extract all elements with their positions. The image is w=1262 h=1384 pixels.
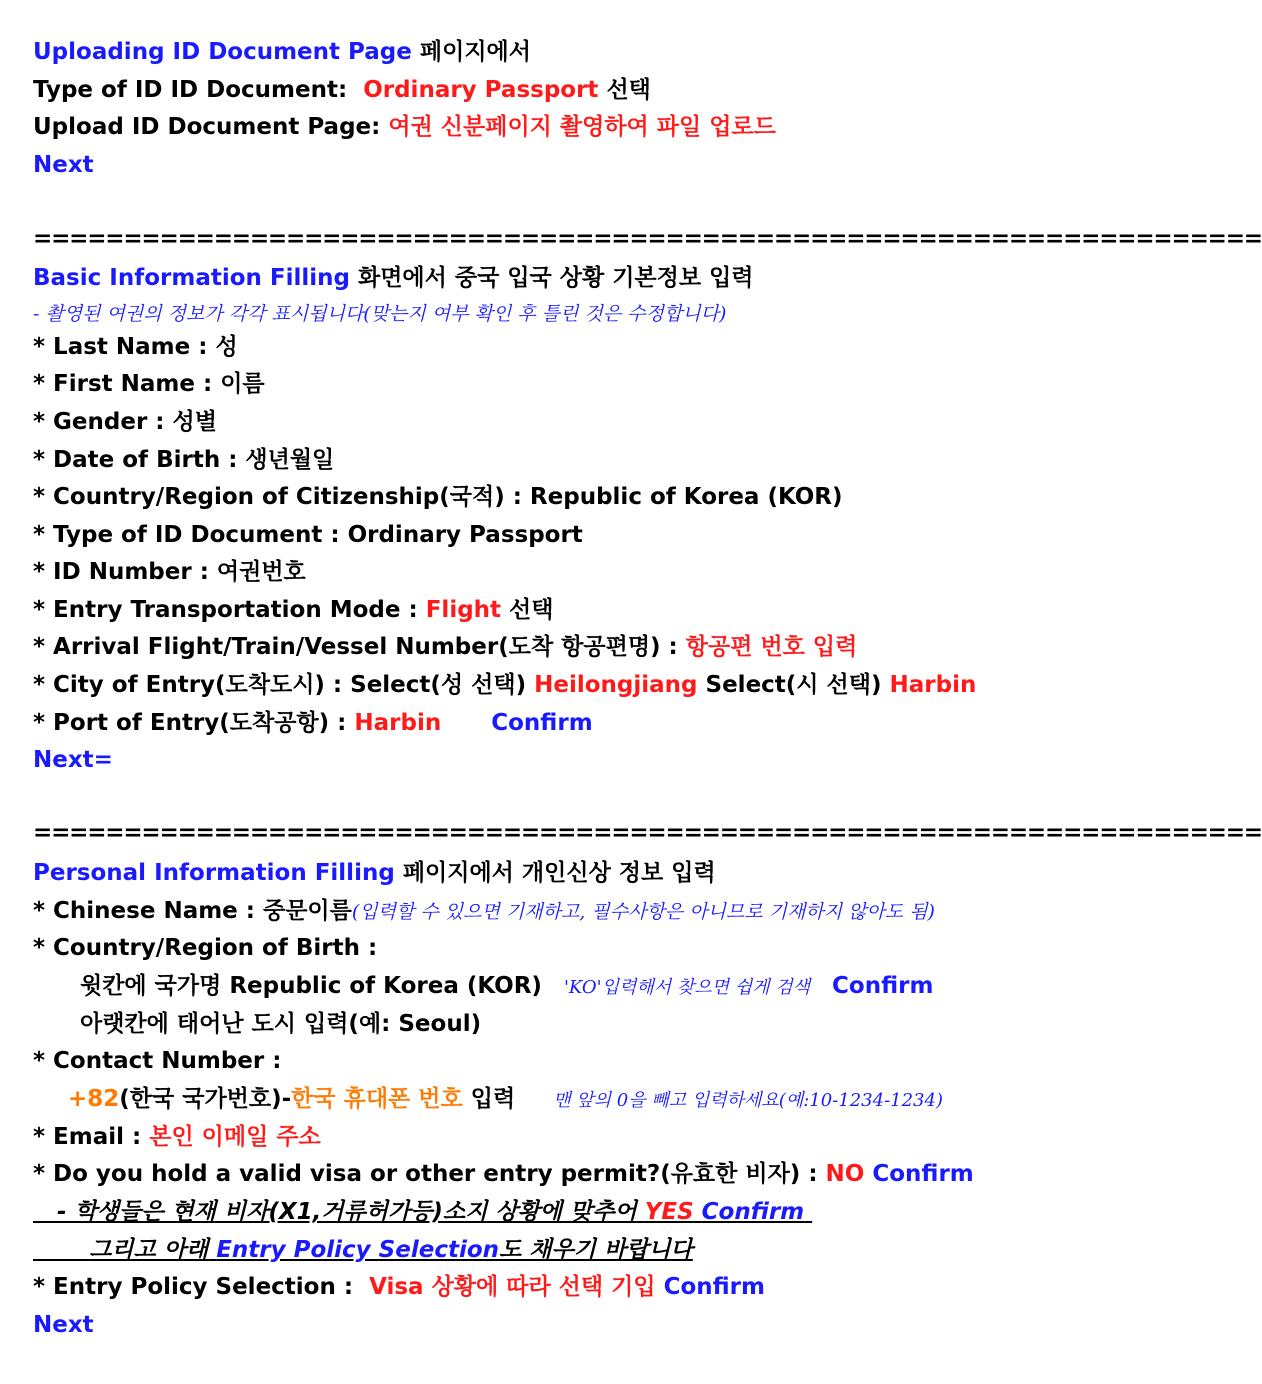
- s3-title: [33, 859, 716, 887]
- dob-line: * Date of Birth : 생년월일: [33, 447, 335, 473]
- id-number-line: * ID Number : 여권번호: [33, 559, 306, 585]
- basic-info-title: Basic Information Filling: [33, 265, 350, 291]
- birth-country: 윗칸에 국가명 Republic of Korea (KOR): [80, 973, 542, 999]
- city-line: [33, 671, 976, 699]
- visa-line: [33, 1160, 974, 1188]
- transport-line: [33, 596, 553, 624]
- birth-line2: 아랫칸에 태어난 도시 입력(예: Seoul): [80, 1011, 482, 1037]
- birth-line1: [80, 972, 933, 1002]
- upload-value: 여권 신분페이지 촬영하여 파일 업로드: [388, 114, 776, 140]
- policy-confirm: Confirm: [663, 1274, 765, 1300]
- student-line2: [33, 1236, 693, 1264]
- transport-label: * Entry Transportation Mode :: [33, 597, 418, 623]
- visa-confirm: Confirm: [872, 1161, 974, 1187]
- contact-phone: 한국 휴대폰 번호: [291, 1086, 463, 1112]
- contact-note: 맨 앞의 0을 빼고 입력하세요(예:10-1234-1234): [553, 1090, 943, 1111]
- s1-next: Next: [33, 152, 94, 178]
- id-type-label: Type of ID ID Document:: [33, 77, 348, 103]
- flight-value: 항공편 번호 입력: [685, 634, 858, 660]
- port-label: * Port of Entry(도착공항) :: [33, 710, 347, 736]
- email-value: 본인 이메일 주소: [149, 1124, 321, 1150]
- s1-line-type: [33, 76, 651, 104]
- student-text1: - 학생들은 현재 비자(X1,거류허가등)소지 상황에 맞추어: [57, 1199, 637, 1225]
- upload-label: Upload ID Document Page:: [33, 114, 381, 140]
- s1-line-page: [33, 38, 531, 66]
- port-confirm: Confirm: [491, 710, 593, 736]
- email-line: [33, 1123, 321, 1151]
- visa-no: NO: [825, 1161, 865, 1187]
- transport-value: Flight: [425, 597, 502, 623]
- first-name-line: * First Name : 이름: [33, 371, 265, 397]
- student-confirm: Confirm: [701, 1199, 805, 1225]
- chinese-name-note: (입력할 수 있으면 기재하고, 필수사항은 아니므로 기재하지 않아도 됨): [351, 901, 935, 923]
- student-yes: YES: [644, 1199, 694, 1225]
- email-label: * Email :: [33, 1124, 142, 1150]
- upload-page-ko: 페이지에서: [419, 39, 531, 65]
- policy-line: [33, 1273, 765, 1301]
- policy-label: * Entry Policy Selection :: [33, 1274, 354, 1300]
- transport-ko: 선택: [509, 597, 554, 623]
- personal-info-title-ko: 페이지에서 개인신상 정보 입력: [402, 860, 716, 886]
- student-policy: Entry Policy Selection: [216, 1237, 500, 1263]
- s3-next: Next: [33, 1312, 94, 1338]
- contact-label-line: * Contact Number :: [33, 1048, 282, 1074]
- city-province: Heilongjiang: [534, 672, 698, 698]
- city-value: Harbin: [889, 672, 977, 698]
- birth-confirm: Confirm: [832, 973, 934, 999]
- port-line: [33, 709, 593, 737]
- flight-label: * Arrival Flight/Train/Vessel Number(도착 항공편명) :: [33, 634, 678, 660]
- student-text2a: 그리고 아래: [89, 1237, 209, 1263]
- s2-next: Next=: [33, 747, 113, 773]
- city-select2: Select(시 선택): [705, 672, 882, 698]
- s2-note: - 촬영된 여권의 정보가 각각 표시됩니다(맞는지 여부 확인 후 틀린 것은 수정합니다): [33, 303, 727, 325]
- student-text2b: 도 채우기 바랍니다: [499, 1237, 693, 1263]
- separator-1: ====================================================================: [33, 226, 1262, 252]
- gender-line: * Gender : 성별: [33, 409, 217, 435]
- citizenship-line: * Country/Region of Citizenship(국적) : Republic of Korea (KOR): [33, 484, 843, 510]
- id-type-value: Ordinary Passport: [363, 77, 599, 103]
- flight-line: [33, 633, 857, 661]
- visa-label: * Do you hold a valid visa or other entry permit?(유효한 비자) :: [33, 1161, 818, 1187]
- student-line1: [33, 1198, 812, 1226]
- birth-note: 'KO'입력해서 찾으면 쉽게 검색: [563, 977, 811, 998]
- port-value: Harbin: [354, 710, 442, 736]
- city-label: * City of Entry(도착도시) : Select(성 선택): [33, 672, 527, 698]
- chinese-name-label: * Chinese Name : 중문이름: [33, 898, 352, 924]
- personal-info-title: Personal Information Filling: [33, 860, 395, 886]
- contact-code: +82: [68, 1086, 120, 1112]
- contact-input: 입력: [470, 1086, 516, 1112]
- id-type-ko: 선택: [606, 77, 651, 103]
- basic-info-title-ko: 화면에서 중국 입국 상황 기본정보 입력: [358, 265, 754, 291]
- last-name-line: * Last Name : 성: [33, 334, 238, 360]
- s1-line-upload: [33, 113, 776, 141]
- policy-value: Visa 상황에 따라 선택 기입: [369, 1274, 656, 1300]
- contact-code-ko: (한국 국가번호)-: [119, 1086, 292, 1112]
- contact-line: [68, 1085, 943, 1115]
- separator-2: ====================================================================: [33, 820, 1262, 846]
- birth-label-line: * Country/Region of Birth :: [33, 935, 378, 961]
- upload-page-title: Uploading ID Document Page: [33, 39, 412, 65]
- id-type-line: * Type of ID Document : Ordinary Passport: [33, 522, 583, 548]
- s2-title: [33, 264, 754, 292]
- chinese-name-line: [33, 897, 935, 926]
